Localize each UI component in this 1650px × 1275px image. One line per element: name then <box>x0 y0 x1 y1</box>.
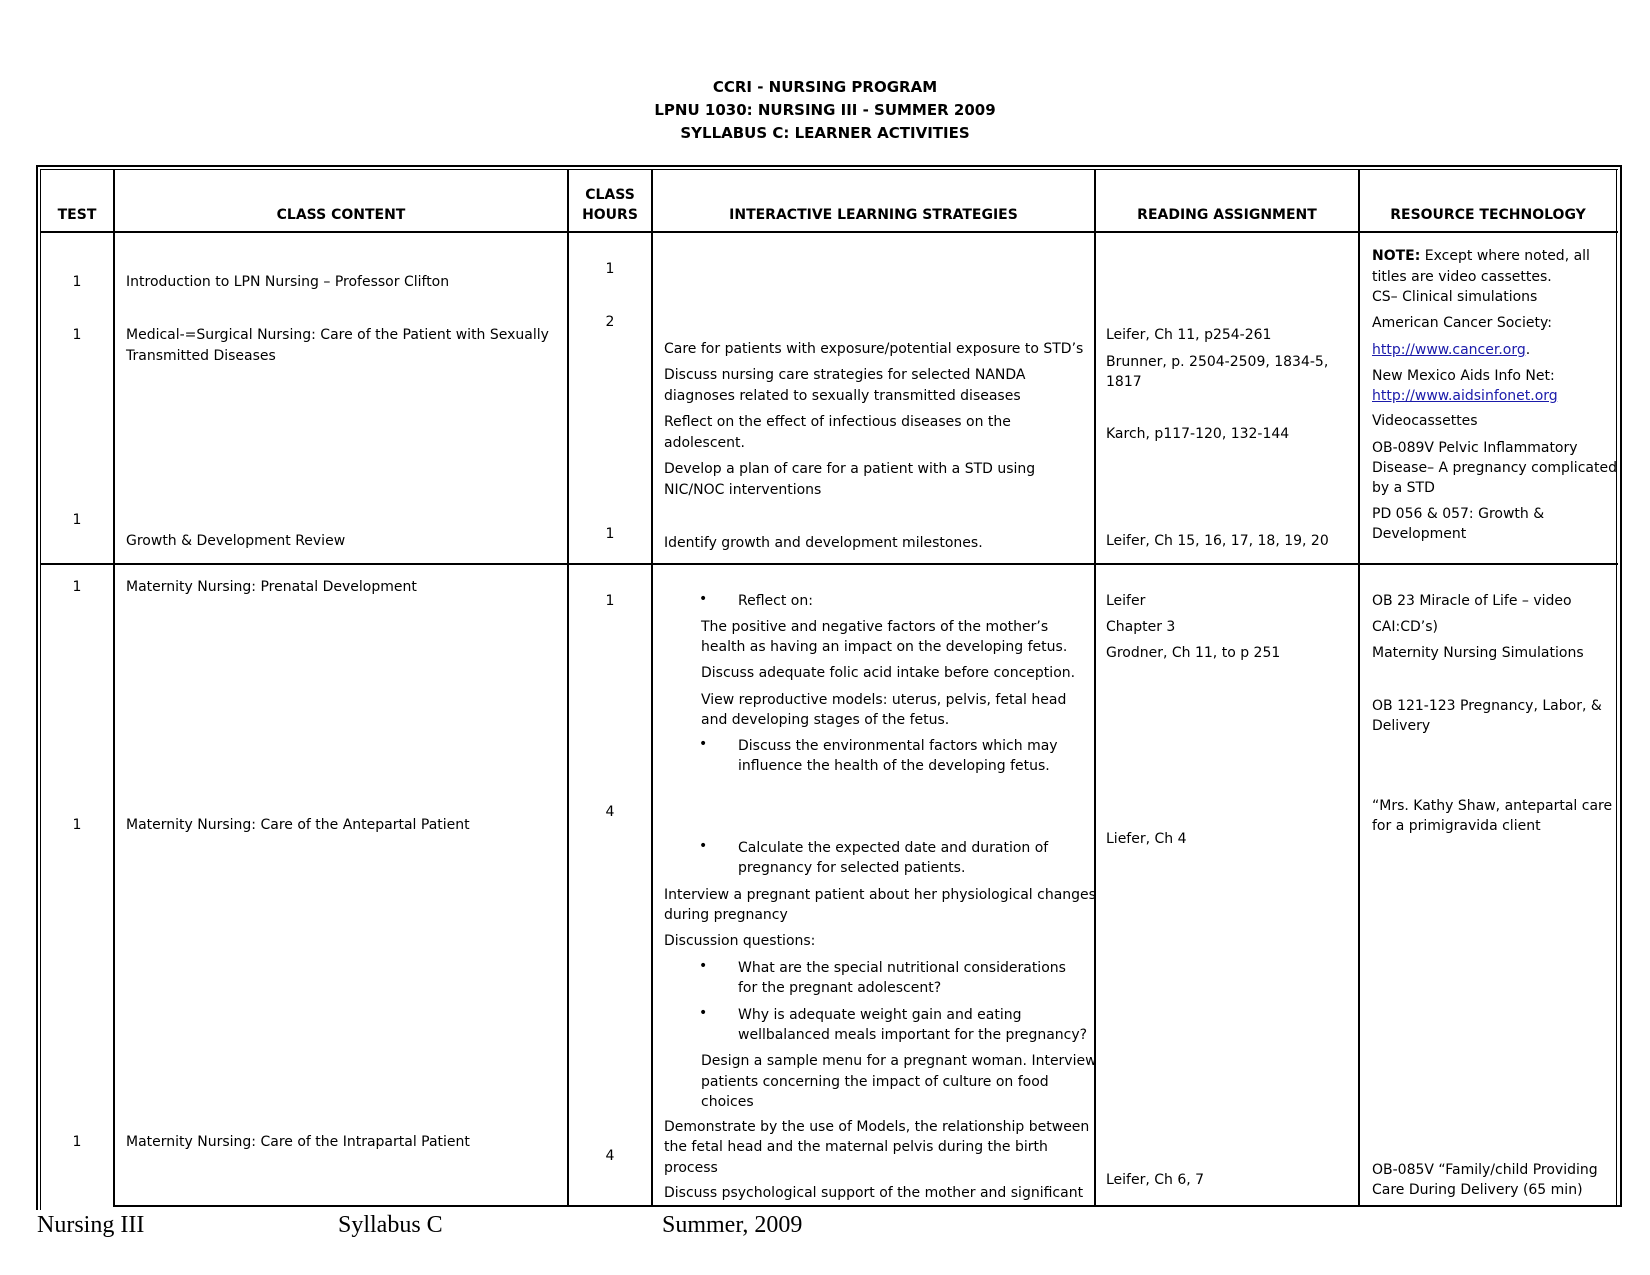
col-header-class-hours-1: CLASS <box>585 187 635 203</box>
test-value: 1 <box>72 512 82 528</box>
class-hours-value: 1 <box>605 593 615 609</box>
strategy-line: adolescent. <box>664 435 745 451</box>
class-content-item: Maternity Nursing: Prenatal Development <box>126 579 417 595</box>
bullet-icon: • <box>699 958 708 974</box>
table-border-left <box>36 165 38 1210</box>
doc-title-line3: SYLLABUS C: LEARNER ACTIVITIES <box>680 124 970 142</box>
resource-line: New Mexico Aids Info Net: <box>1372 368 1555 384</box>
strategy-line: during pregnancy <box>664 907 788 923</box>
class-content-item: Maternity Nursing: Care of the Antepartal Patient <box>126 817 470 833</box>
bullet-icon: • <box>699 838 708 854</box>
strategy-bullet: influence the health of the developing fetus. <box>738 758 1050 774</box>
strategy-bullet: for the pregnant adolescent? <box>738 980 942 996</box>
strategy-line: health as having an impact on the developing fetus. <box>701 639 1068 655</box>
reading-item: Brunner, p. 2504-2509, 1834-5, <box>1106 354 1329 370</box>
bullet-icon: • <box>699 1005 708 1021</box>
class-content-item: Transmitted Diseases <box>126 348 276 364</box>
strategy-line: Discuss adequate folic acid intake before conception. <box>701 665 1076 681</box>
table-border-top-inner <box>40 169 1618 170</box>
resource-note-label: NOTE: <box>1372 248 1421 264</box>
strategy-line: Discuss psychological support of the mother and significant <box>664 1185 1084 1201</box>
resource-line: OB 121-123 Pregnancy, Labor, & <box>1372 698 1602 714</box>
reading-item: 1817 <box>1106 374 1142 390</box>
resource-line: Maternity Nursing Simulations <box>1372 645 1584 661</box>
table-border-right-inner <box>1616 169 1617 1207</box>
strategy-line: Care for patients with exposure/potential exposure to STD’s <box>664 341 1084 357</box>
test-value: 1 <box>72 579 82 595</box>
strategy-bullet: What are the special nutritional considerations <box>738 960 1066 976</box>
strategy-bullet: Why is adequate weight gain and eating <box>738 1007 1022 1023</box>
strategy-line: View reproductive models: uterus, pelvis, fetal head <box>701 692 1067 708</box>
strategy-line: Identify growth and development milestones. <box>664 535 983 551</box>
resource-line: “Mrs. Kathy Shaw, antepartal care <box>1372 798 1613 814</box>
resource-line: Disease– A pregnancy complicated <box>1372 460 1617 476</box>
reading-item: Liefer, Ch 4 <box>1106 831 1187 847</box>
footer-course: Nursing III <box>37 1212 145 1238</box>
resource-line: OB 23 Miracle of Life – video <box>1372 593 1572 609</box>
class-hours-value: 1 <box>605 261 615 277</box>
strategy-line: choices <box>701 1094 754 1110</box>
col-divider-3 <box>651 169 653 1207</box>
class-hours-value: 2 <box>605 314 615 330</box>
cancer-org-link[interactable]: http://www.cancer.org <box>1372 342 1526 358</box>
col-divider-1 <box>113 169 115 1207</box>
test-value: 1 <box>72 1134 82 1150</box>
class-content-item: Introduction to LPN Nursing – Professor Clifton <box>126 274 450 290</box>
col-header-reading: READING ASSIGNMENT <box>1137 207 1317 223</box>
class-hours-value: 4 <box>605 804 615 820</box>
reading-item: Leifer, Ch 11, p254-261 <box>1106 327 1272 343</box>
test-value: 1 <box>72 327 82 343</box>
resource-line: Care During Delivery (65 min) <box>1372 1182 1583 1198</box>
bullet-icon: • <box>699 591 708 607</box>
strategy-bullet: pregnancy for selected patients. <box>738 860 966 876</box>
strategy-line: Design a sample menu for a pregnant woman. Interview <box>701 1053 1097 1069</box>
col-header-resource: RESOURCE TECHNOLOGY <box>1390 207 1586 223</box>
reading-item: Chapter 3 <box>1106 619 1176 635</box>
strategy-bullet: Discuss the environmental factors which may <box>738 738 1058 754</box>
resource-line: CAI:CD’s) <box>1372 619 1438 635</box>
strategy-line: process <box>664 1160 718 1176</box>
resource-line: CS– Clinical simulations <box>1372 289 1538 305</box>
resource-link-suffix: . <box>1525 342 1531 358</box>
footer-syllabus: Syllabus C <box>338 1212 443 1238</box>
strategy-line: Interview a pregnant patient about her physiological changes <box>664 887 1096 903</box>
strategy-line: Demonstrate by the use of Models, the relationship between <box>664 1119 1090 1135</box>
col-header-strategies: INTERACTIVE LEARNING STRATEGIES <box>729 207 1018 223</box>
strategy-line: Reflect on the effect of infectious diseases on the <box>664 414 1011 430</box>
resource-line: American Cancer Society: <box>1372 315 1552 331</box>
doc-title-line2: LPNU 1030: NURSING III - SUMMER 2009 <box>654 101 996 119</box>
strategy-line: diagnoses related to sexually transmitted diseases <box>664 388 1021 404</box>
reading-item: Karch, p117-120, 132-144 <box>1106 426 1290 442</box>
resource-line: OB-085V “Family/child Providing <box>1372 1162 1598 1178</box>
table-border-top <box>36 165 1622 167</box>
col-divider-5 <box>1358 169 1360 1207</box>
class-hours-value: 4 <box>605 1148 615 1164</box>
doc-title-line1: CCRI - NURSING PROGRAM <box>712 78 938 96</box>
strategy-bullet: wellbalanced meals important for the pregnancy? <box>738 1027 1088 1043</box>
strategy-line: Develop a plan of care for a patient with a STD using <box>664 461 1036 477</box>
reading-item: Leifer, Ch 6, 7 <box>1106 1172 1205 1188</box>
reading-item: Leifer <box>1106 593 1146 609</box>
resource-line: for a primigravida client <box>1372 818 1541 834</box>
strategy-line: NIC/NOC interventions <box>664 482 822 498</box>
strategy-line: the fetal head and the maternal pelvis during the birth <box>664 1139 1048 1155</box>
aidsinfonet-link[interactable]: http://www.aidsinfonet.org <box>1372 388 1558 404</box>
resource-note-text: Except where noted, all <box>1420 248 1590 264</box>
class-content-item: Growth & Development Review <box>126 533 346 549</box>
col-header-class-hours-2: HOURS <box>582 207 638 223</box>
resource-line: OB-089V Pelvic Inflammatory <box>1372 440 1578 456</box>
resource-line: Videocassettes <box>1372 413 1478 429</box>
strategy-line: Discussion questions: <box>664 933 816 949</box>
class-content-item: Medical-=Surgical Nursing: Care of the Patient with Sexually <box>126 327 549 343</box>
bullet-icon: • <box>699 736 708 752</box>
class-hours-value: 1 <box>605 526 615 542</box>
resource-note <box>1372 246 1590 267</box>
resource-line: by a STD <box>1372 480 1435 496</box>
table-border-bottom <box>113 1205 1620 1207</box>
row-divider <box>40 563 1618 565</box>
resource-line: Delivery <box>1372 718 1431 734</box>
col-header-test: TEST <box>57 207 97 223</box>
strategy-bullet: Calculate the expected date and duration of <box>738 840 1049 856</box>
resource-line: PD 056 & 057: Growth & <box>1372 506 1545 522</box>
header-row-divider <box>40 231 1618 233</box>
col-header-class-content: CLASS CONTENT <box>276 207 406 223</box>
strategy-line: patients concerning the impact of culture on food <box>701 1074 1049 1090</box>
reading-item: Leifer, Ch 15, 16, 17, 18, 19, 20 <box>1106 533 1329 549</box>
strategy-line: The positive and negative factors of the mother’s <box>701 619 1049 635</box>
strategy-bullet: Reflect on: <box>738 593 813 609</box>
test-value: 1 <box>72 274 82 290</box>
class-content-item: Maternity Nursing: Care of the Intrapartal Patient <box>126 1134 470 1150</box>
strategy-line: and developing stages of the fetus. <box>701 712 950 728</box>
resource-link-row <box>1372 340 1530 361</box>
table-border-right <box>1620 165 1622 1207</box>
resource-line: titles are video cassettes. <box>1372 269 1552 285</box>
test-value: 1 <box>72 817 82 833</box>
reading-item: Grodner, Ch 11, to p 251 <box>1106 645 1281 661</box>
strategy-line: Discuss nursing care strategies for selected NANDA <box>664 367 1026 383</box>
footer-term: Summer, 2009 <box>662 1212 803 1238</box>
resource-line: Development <box>1372 526 1467 542</box>
